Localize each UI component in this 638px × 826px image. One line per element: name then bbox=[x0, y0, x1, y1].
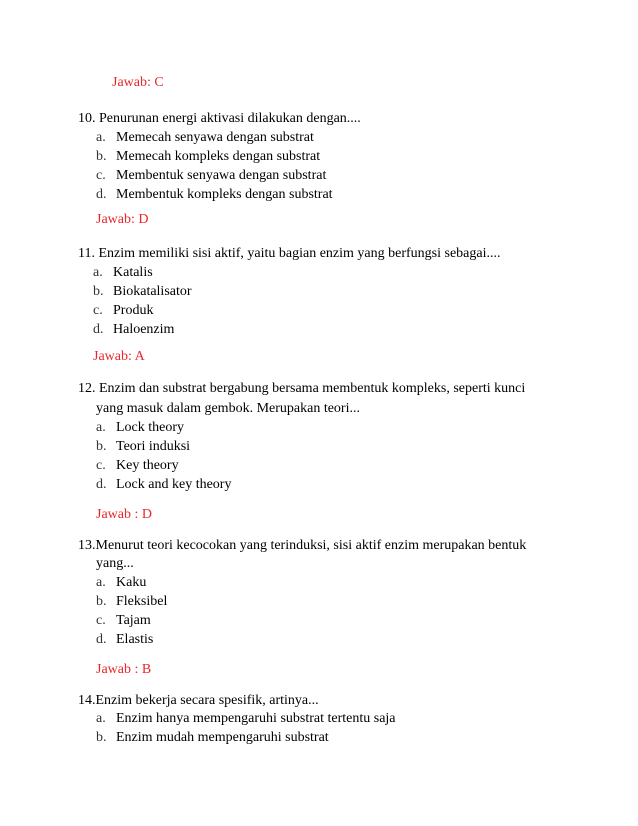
option-14-b bbox=[96, 729, 329, 747]
question-12: 12. Enzim dan substrat bergabung bersama membentuk kompleks, seperti kunci bbox=[78, 381, 526, 396]
option-text: Kaku bbox=[116, 575, 147, 590]
option-text: Membentuk senyawa dengan substrat bbox=[116, 168, 327, 183]
option-14-a bbox=[96, 710, 396, 728]
option-text: Haloenzim bbox=[113, 322, 175, 337]
option-11-a bbox=[93, 264, 153, 282]
question-12-continued: yang masuk dalam gembok. Merupakan teori... bbox=[96, 401, 360, 416]
option-letter: b. bbox=[96, 730, 107, 745]
option-13-d bbox=[96, 631, 153, 649]
option-letter: a. bbox=[96, 420, 106, 435]
question-14: 14.Enzim bekerja secara spesifik, artinya... bbox=[78, 693, 319, 708]
option-text: Teori induksi bbox=[116, 439, 191, 454]
option-letter: c. bbox=[96, 458, 106, 473]
option-text: Memecah senyawa dengan substrat bbox=[116, 130, 314, 145]
option-letter: b. bbox=[96, 439, 107, 454]
option-10-a bbox=[96, 129, 314, 147]
answer-13: Jawab : B bbox=[96, 662, 152, 677]
answer-11: Jawab: A bbox=[93, 349, 145, 364]
option-letter: d. bbox=[96, 477, 107, 492]
option-12-c bbox=[96, 457, 179, 475]
option-12-a bbox=[96, 419, 184, 437]
option-text: Tajam bbox=[116, 613, 151, 628]
option-11-d bbox=[93, 321, 174, 339]
option-10-d bbox=[96, 186, 333, 204]
option-letter: c. bbox=[96, 168, 106, 183]
option-text: Produk bbox=[113, 303, 154, 318]
question-11: 11. Enzim memiliki sisi aktif, yaitu bagian enzim yang berfungsi sebagai.... bbox=[78, 246, 501, 261]
option-10-b bbox=[96, 148, 320, 166]
answer-12: Jawab : D bbox=[96, 507, 152, 522]
option-letter: b. bbox=[93, 284, 104, 299]
question-10: 10. Penurunan energi aktivasi dilakukan dengan.... bbox=[78, 111, 361, 126]
option-13-a bbox=[96, 574, 146, 592]
option-13-b bbox=[96, 593, 167, 611]
option-text: Enzim mudah mempengaruhi substrat bbox=[116, 730, 329, 745]
option-text: Fleksibel bbox=[116, 594, 168, 609]
option-text: Katalis bbox=[113, 265, 153, 280]
option-text: Key theory bbox=[116, 458, 179, 473]
option-text: Membentuk kompleks dengan substrat bbox=[116, 187, 333, 202]
option-letter: b. bbox=[96, 149, 107, 164]
option-text: Lock theory bbox=[116, 420, 185, 435]
option-text: Elastis bbox=[116, 632, 154, 647]
option-text: Memecah kompleks dengan substrat bbox=[116, 149, 321, 164]
option-text: Lock and key theory bbox=[116, 477, 232, 492]
option-letter: a. bbox=[93, 265, 103, 280]
option-letter: b. bbox=[96, 594, 107, 609]
option-12-d bbox=[96, 476, 231, 494]
question-13-continued: yang... bbox=[96, 556, 134, 571]
answer-9: Jawab: C bbox=[112, 75, 164, 90]
option-letter: d. bbox=[96, 187, 107, 202]
option-11-c bbox=[93, 302, 153, 320]
option-13-c bbox=[96, 612, 151, 630]
option-12-b bbox=[96, 438, 190, 456]
option-text: Biokatalisator bbox=[113, 284, 192, 299]
option-letter: a. bbox=[96, 130, 106, 145]
option-letter: d. bbox=[96, 632, 107, 647]
option-letter: c. bbox=[96, 613, 106, 628]
question-13: 13.Menurut teori kecocokan yang terinduksi, sisi aktif enzim merupakan bentuk bbox=[78, 538, 527, 553]
option-letter: a. bbox=[96, 711, 106, 726]
option-text: Enzim hanya mempengaruhi substrat tertentu saja bbox=[116, 711, 396, 726]
option-letter: c. bbox=[93, 303, 103, 318]
option-10-c bbox=[96, 167, 326, 185]
option-11-b bbox=[93, 283, 192, 301]
answer-10: Jawab: D bbox=[96, 212, 149, 227]
option-letter: a. bbox=[96, 575, 106, 590]
option-letter: d. bbox=[93, 322, 104, 337]
